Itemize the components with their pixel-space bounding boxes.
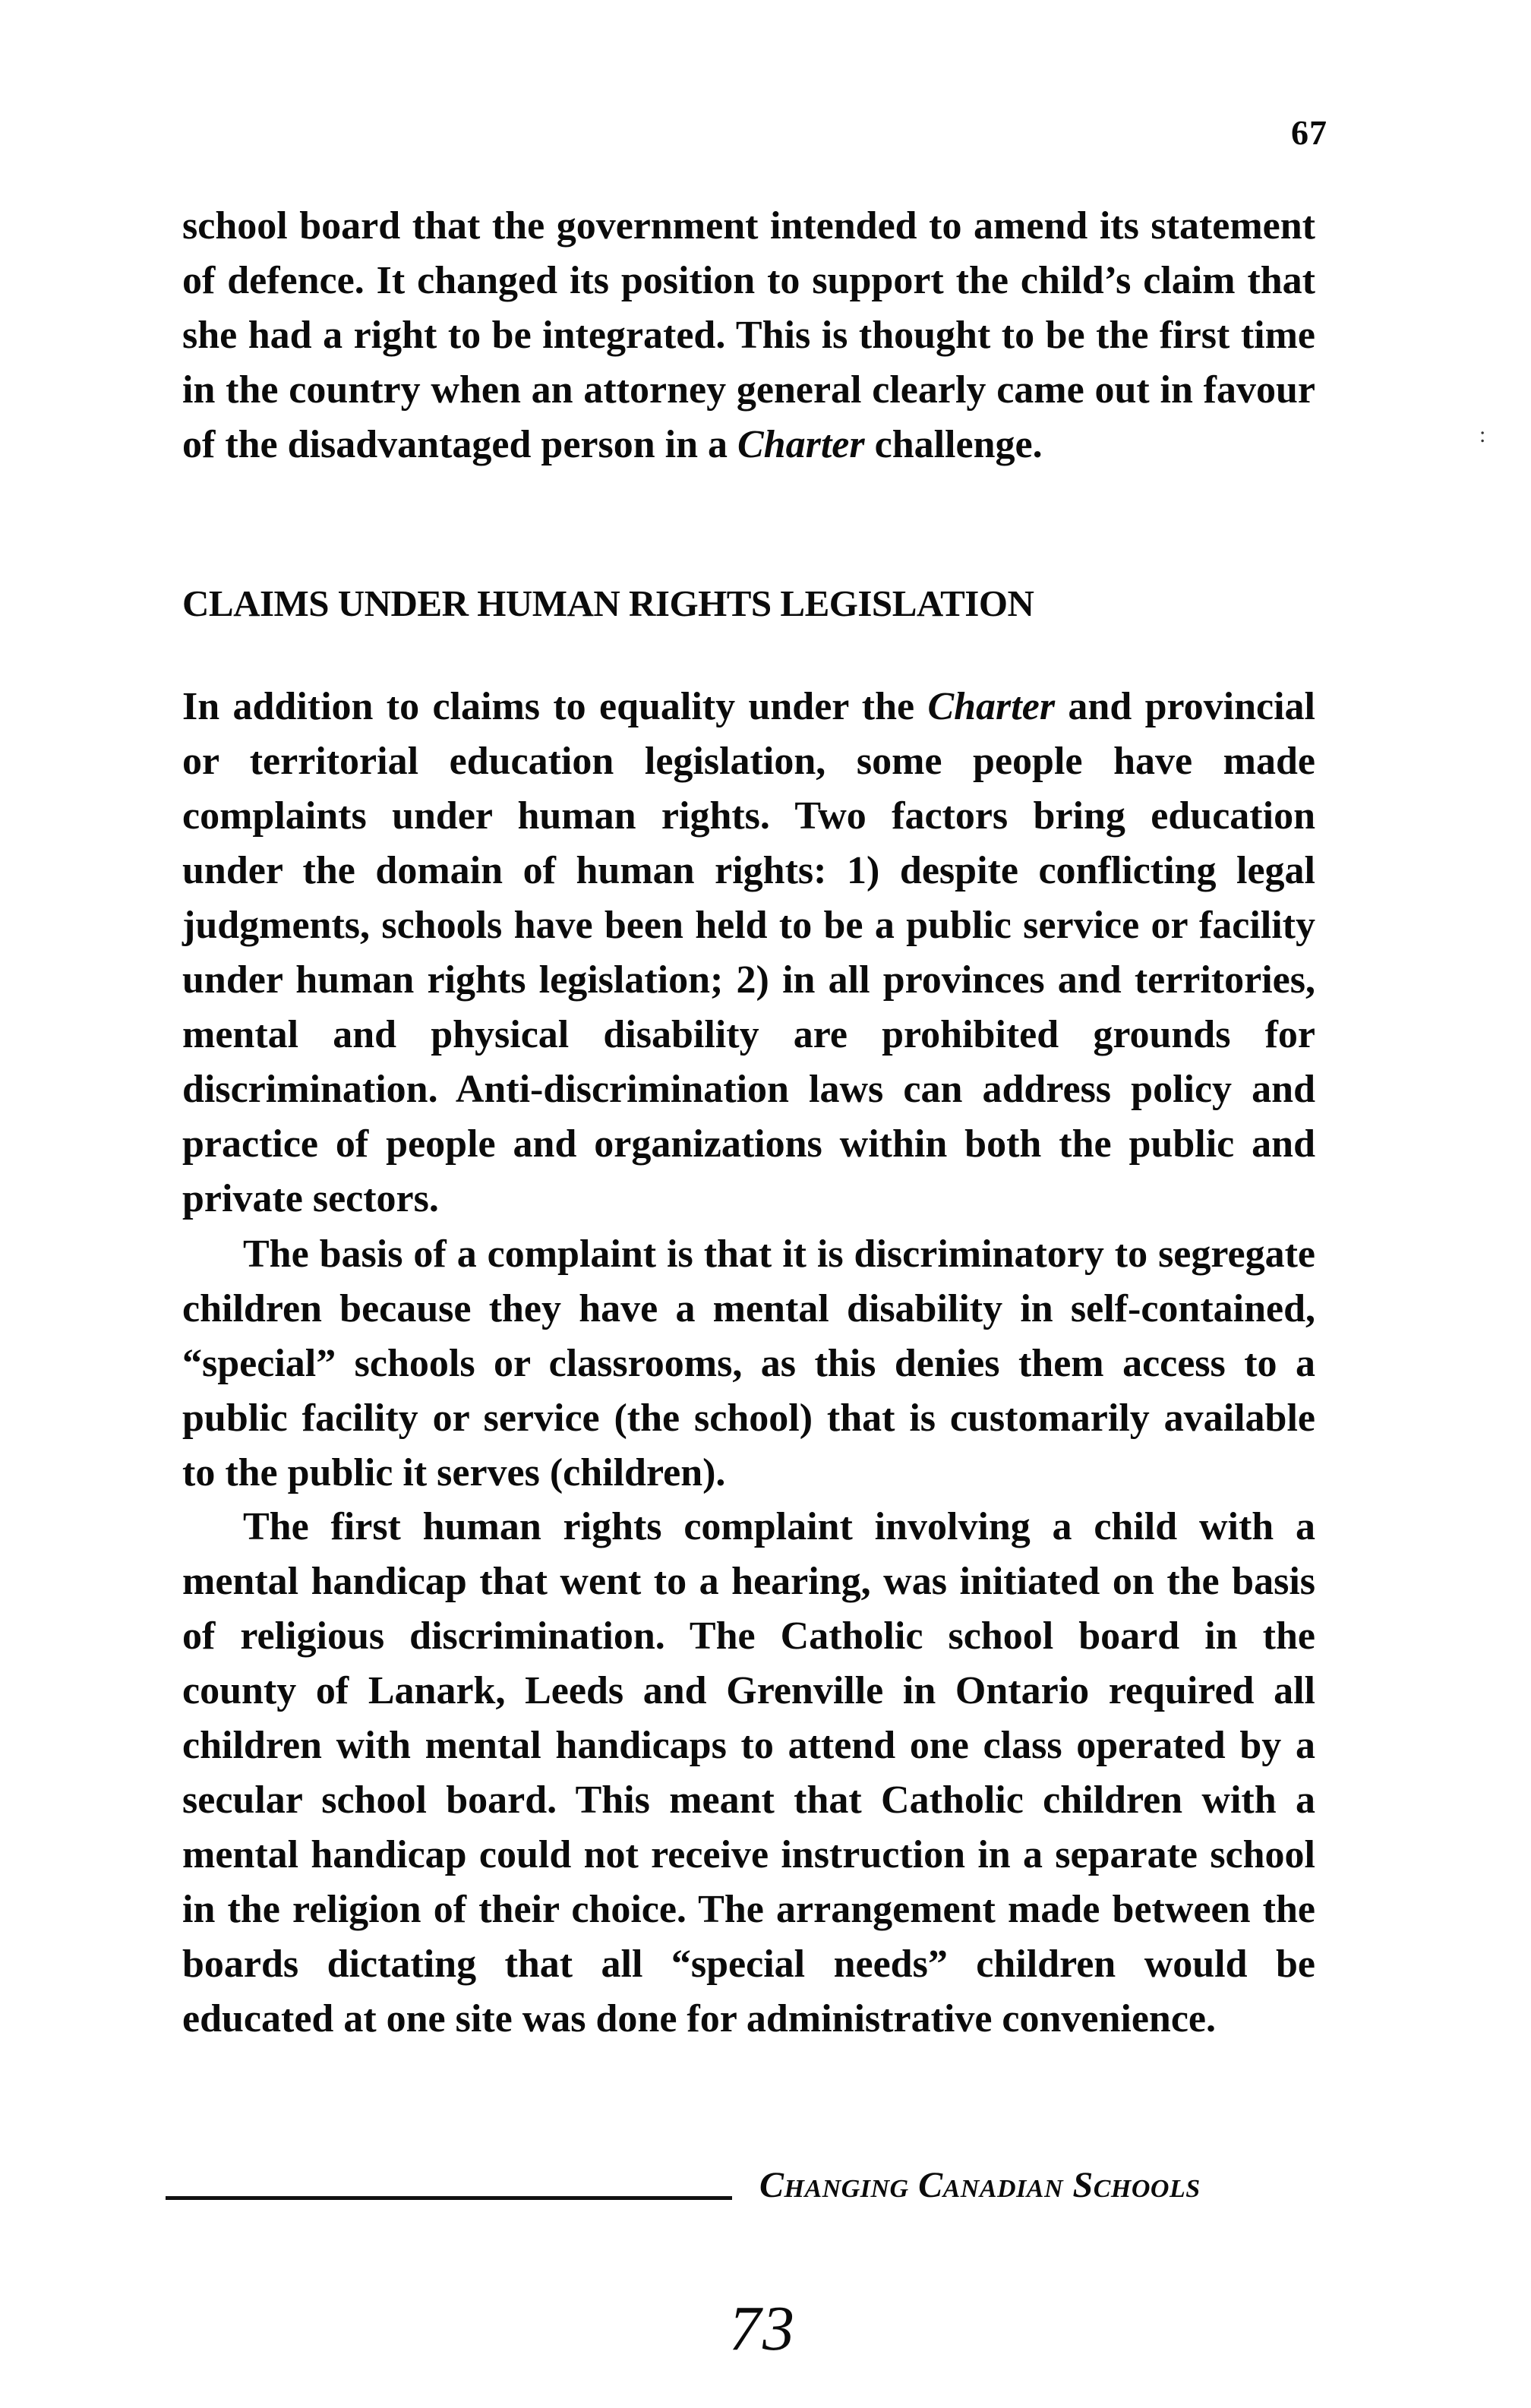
intro-charter-italic: Charter — [737, 423, 865, 466]
body-paragraph-1 — [182, 680, 1315, 1226]
intro-text-end: challenge. — [864, 423, 1043, 466]
footer-rule — [166, 2196, 732, 2200]
body-paragraph-2: The basis of a complaint is that it is discriminatory to segregate children because they have a mental disability in self-contained, “special” schools or classrooms, as this denies them access to a public facility or service (the school) that is customarily available to the public it serves (children). — [182, 1232, 1315, 1494]
paragraph-1-end: and provincial or territorial education legislation, some people have made complaints under human rights. Two factors bring education under the domain of human rights: 1) despite conflicting legal judgments, schools have been held to be a public service or facility under human rights legislation; 2) in all provinces and territories, mental and physical disability are prohibited grounds for discrimination. Anti-discrimination laws can address policy and practice of people and organizations within both the public and private sectors. — [182, 685, 1315, 1220]
paragraph-1-charter-italic: Charter — [927, 685, 1056, 728]
margin-mark: : — [1479, 422, 1486, 447]
footer-book-title: Changing Canadian Schools — [759, 2165, 1201, 2205]
folio-page-number: 73 — [729, 2293, 796, 2364]
intro-text-start: school board that the government intended to amend its statement of defence. It changed its position to support the child’s claim that she had a right to be integrated. This is thought to be the first time in the country when an attorney general clearly came out in favour of the disadvantaged person in a — [182, 204, 1315, 466]
intro-paragraph — [182, 199, 1315, 472]
body-paragraph-3: The first human rights complaint involving a child with a mental handicap that went to a hearing, was initiated on the basis of religious discrimination. The Catholic school board in the county of Lanark, Leeds and Grenville in Ontario required all children with mental handicaps to attend one class operated by a secular school board. This meant that Catholic children with a mental handicap could not receive instruction in a separate school in the religion of their choice. The arrangement made between the boards dictating that all “special needs” children would be educated at one site was done for administrative convenience. — [182, 1505, 1315, 2040]
running-page-number: 67 — [1291, 113, 1327, 152]
paragraph-1-start: In addition to claims to equality under the — [182, 685, 928, 728]
section-heading: CLAIMS UNDER HUMAN RIGHTS LEGISLATION — [182, 582, 1034, 624]
